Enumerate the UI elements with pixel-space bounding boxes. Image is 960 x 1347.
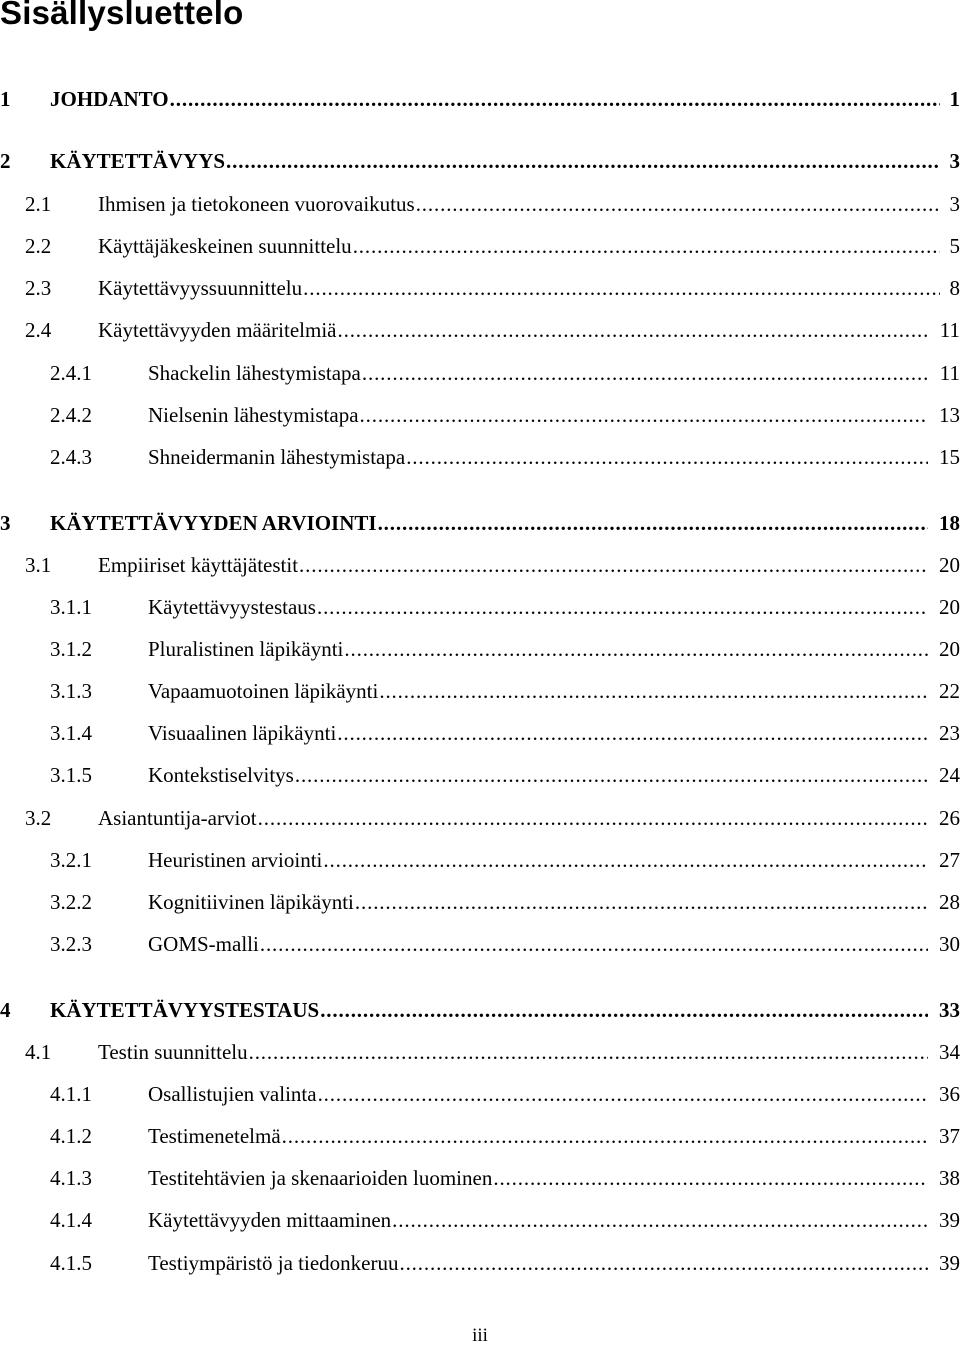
dot-leader bbox=[406, 442, 928, 472]
toc-entry-label: Käytettävyyden mittaaminen bbox=[148, 1205, 392, 1235]
toc-entry[interactable] bbox=[0, 760, 960, 790]
toc-entry-number: 3.2.2 bbox=[50, 890, 92, 914]
toc-entry-label: Käytettävyystestaus bbox=[148, 592, 317, 622]
toc-entry-label: Kontekstiselvitys bbox=[148, 760, 295, 790]
toc-entry-page: 22 bbox=[939, 679, 960, 703]
toc-entry-page: 13 bbox=[939, 403, 960, 427]
toc-entry-label: GOMS-malli bbox=[148, 929, 260, 959]
toc-entry-label: KÄYTETTÄVYYDEN ARVIOINTI bbox=[50, 508, 378, 538]
toc-entry-number: 2.4 bbox=[25, 318, 52, 342]
dot-leader bbox=[416, 189, 940, 219]
dot-leader bbox=[344, 634, 928, 664]
dot-leader bbox=[317, 592, 928, 622]
toc-entry[interactable] bbox=[0, 508, 960, 538]
toc-entry-number: 2.4.2 bbox=[50, 403, 92, 427]
toc-entry-number: 2.1 bbox=[25, 192, 52, 216]
toc-entry-label: Shneidermanin lähestymistapa bbox=[148, 442, 406, 472]
dot-leader bbox=[355, 887, 928, 917]
toc-entry-page: 3 bbox=[949, 192, 960, 216]
dot-leader bbox=[338, 315, 929, 345]
toc-entry-number: 3.1.3 bbox=[50, 679, 92, 703]
page-title: Sisällysluettelo bbox=[0, 0, 244, 31]
dot-leader bbox=[378, 508, 928, 538]
toc-entry-number: 2.3 bbox=[25, 276, 52, 300]
dot-leader bbox=[399, 1248, 928, 1278]
toc-entry-page: 26 bbox=[939, 806, 960, 830]
toc-entry[interactable] bbox=[0, 231, 960, 261]
toc-entry[interactable] bbox=[0, 887, 960, 917]
toc-entry[interactable] bbox=[0, 634, 960, 664]
toc-entry[interactable] bbox=[0, 550, 960, 580]
toc-entry-label: Shackelin lähestymistapa bbox=[148, 358, 362, 388]
toc-entry-number: 3.1.1 bbox=[50, 595, 92, 619]
toc-entry[interactable] bbox=[0, 400, 960, 430]
toc-entry-label: Vapaamuotoinen läpikäynti bbox=[148, 676, 379, 706]
toc-entry[interactable] bbox=[0, 358, 960, 388]
toc-entry[interactable] bbox=[0, 995, 960, 1025]
toc-entry[interactable] bbox=[0, 1079, 960, 1109]
toc-entry-number: 3.1.5 bbox=[50, 763, 92, 787]
toc-entry-label: KÄYTETTÄVYYS bbox=[50, 146, 226, 176]
toc-entry-label: KÄYTETTÄVYYSTESTAUS bbox=[50, 995, 320, 1025]
toc-entry[interactable] bbox=[0, 1248, 960, 1278]
toc-entry-label: Visuaalinen läpikäynti bbox=[148, 718, 337, 748]
toc-entry-page: 28 bbox=[939, 890, 960, 914]
dot-leader bbox=[362, 358, 928, 388]
dot-leader bbox=[320, 995, 928, 1025]
toc-entry-number: 4.1.2 bbox=[50, 1124, 92, 1148]
toc-entry-label: Asiantuntija-arviot bbox=[98, 803, 258, 833]
toc-entry[interactable] bbox=[0, 1037, 960, 1067]
toc-entry-page: 11 bbox=[939, 361, 960, 385]
toc-entry-page: 37 bbox=[939, 1124, 960, 1148]
dot-leader bbox=[353, 231, 940, 261]
toc-entry[interactable] bbox=[0, 315, 960, 345]
toc-entry-number: 2.4.1 bbox=[50, 361, 92, 385]
toc-entry-page: 5 bbox=[949, 234, 960, 258]
toc-entry[interactable] bbox=[0, 273, 960, 303]
dot-leader bbox=[249, 1037, 928, 1067]
page-number-footer: iii bbox=[472, 1325, 488, 1346]
toc-entry-label: Käytettävyyssuunnittelu bbox=[98, 273, 303, 303]
toc-entry-number: 4.1.3 bbox=[50, 1166, 92, 1190]
toc-entry-label: Käytettävyyden määritelmiä bbox=[98, 315, 338, 345]
toc-entry-page: 20 bbox=[939, 553, 960, 577]
dot-leader bbox=[303, 273, 940, 303]
toc-entry-page: 20 bbox=[939, 595, 960, 619]
toc-entry-label: Pluralistinen läpikäynti bbox=[148, 634, 344, 664]
toc-entry-page: 36 bbox=[939, 1082, 960, 1106]
toc-entry-label: Nielsenin lähestymistapa bbox=[148, 400, 360, 430]
toc-entry-label: Heuristinen arviointi bbox=[148, 845, 323, 875]
dot-leader bbox=[337, 718, 928, 748]
toc-entry-label: Empiiriset käyttäjätestit bbox=[98, 550, 299, 580]
toc-entry[interactable] bbox=[0, 592, 960, 622]
toc-entry[interactable] bbox=[0, 84, 960, 114]
dot-leader bbox=[170, 84, 940, 114]
toc-entry-number: 3.1.4 bbox=[50, 721, 92, 745]
dot-leader bbox=[360, 400, 928, 430]
toc-entry-label: Osallistujien valinta bbox=[148, 1079, 318, 1109]
toc-entry-number: 4.1.1 bbox=[50, 1082, 92, 1106]
toc-entry-number: 2 bbox=[0, 149, 11, 173]
toc-entry-label: Käyttäjäkeskeinen suunnittelu bbox=[98, 231, 353, 261]
dot-leader bbox=[299, 550, 928, 580]
toc-entry[interactable] bbox=[0, 718, 960, 748]
toc-entry-page: 3 bbox=[949, 149, 960, 173]
toc-entry-label: Testin suunnittelu bbox=[98, 1037, 249, 1067]
toc-entry-page: 33 bbox=[939, 998, 960, 1022]
dot-leader bbox=[295, 760, 928, 790]
dot-leader bbox=[323, 845, 928, 875]
toc-entry-label: Ihmisen ja tietokoneen vuorovaikutus bbox=[98, 189, 416, 219]
toc-entry-label: Testimenetelmä bbox=[148, 1121, 282, 1151]
toc-entry-page: 34 bbox=[939, 1040, 960, 1064]
toc-entry-number: 4.1.4 bbox=[50, 1208, 92, 1232]
toc-entry[interactable] bbox=[0, 1163, 960, 1193]
toc-entry[interactable] bbox=[0, 1205, 960, 1235]
toc-entry[interactable] bbox=[0, 803, 960, 833]
toc-entry-page: 38 bbox=[939, 1166, 960, 1190]
toc-entry-number: 3.2.1 bbox=[50, 848, 92, 872]
toc-entry-page: 20 bbox=[939, 637, 960, 661]
toc-entry[interactable] bbox=[0, 845, 960, 875]
toc-entry-page: 15 bbox=[939, 445, 960, 469]
toc-entry-page: 27 bbox=[939, 848, 960, 872]
dot-leader bbox=[226, 146, 940, 176]
toc-entry-page: 8 bbox=[949, 276, 960, 300]
toc-entry[interactable] bbox=[0, 146, 960, 176]
toc-entry-number: 4 bbox=[0, 998, 11, 1022]
toc-entry-number: 1 bbox=[0, 87, 11, 111]
toc-entry-page: 18 bbox=[939, 511, 960, 535]
dot-leader bbox=[260, 929, 928, 959]
toc-entry[interactable] bbox=[0, 189, 960, 219]
toc-entry-label: JOHDANTO bbox=[50, 84, 170, 114]
dot-leader bbox=[258, 803, 928, 833]
toc-entry-label: Testiympäristö ja tiedonkeruu bbox=[148, 1248, 399, 1278]
toc-entry-page: 24 bbox=[939, 763, 960, 787]
toc-entry[interactable] bbox=[0, 442, 960, 472]
toc-entry[interactable] bbox=[0, 1121, 960, 1151]
toc-entry-page: 1 bbox=[949, 87, 960, 111]
toc-entry-number: 4.1.5 bbox=[50, 1251, 92, 1275]
dot-leader bbox=[282, 1121, 928, 1151]
toc-entry[interactable] bbox=[0, 676, 960, 706]
dot-leader bbox=[318, 1079, 928, 1109]
toc-entry-page: 23 bbox=[939, 721, 960, 745]
toc-entry-number: 2.2 bbox=[25, 234, 52, 258]
toc-entry-number: 3.1.2 bbox=[50, 637, 92, 661]
toc-entry-page: 39 bbox=[939, 1208, 960, 1232]
toc-entry[interactable] bbox=[0, 929, 960, 959]
toc-entry-number: 3.1 bbox=[25, 553, 52, 577]
toc-entry-page: 39 bbox=[939, 1251, 960, 1275]
dot-leader bbox=[392, 1205, 928, 1235]
toc-entry-number: 3.2.3 bbox=[50, 932, 92, 956]
dot-leader bbox=[379, 676, 928, 706]
toc-entry-number: 4.1 bbox=[25, 1040, 52, 1064]
toc-entry-label: Testitehtävien ja skenaarioiden luominen bbox=[148, 1163, 493, 1193]
toc-entry-label: Kognitiivinen läpikäynti bbox=[148, 887, 355, 917]
toc-entry-number: 3.2 bbox=[25, 806, 52, 830]
toc-entry-number: 2.4.3 bbox=[50, 445, 92, 469]
toc-entry-page: 11 bbox=[939, 318, 960, 342]
toc-entry-number: 3 bbox=[0, 511, 11, 535]
dot-leader bbox=[493, 1163, 928, 1193]
toc-entry-page: 30 bbox=[939, 932, 960, 956]
